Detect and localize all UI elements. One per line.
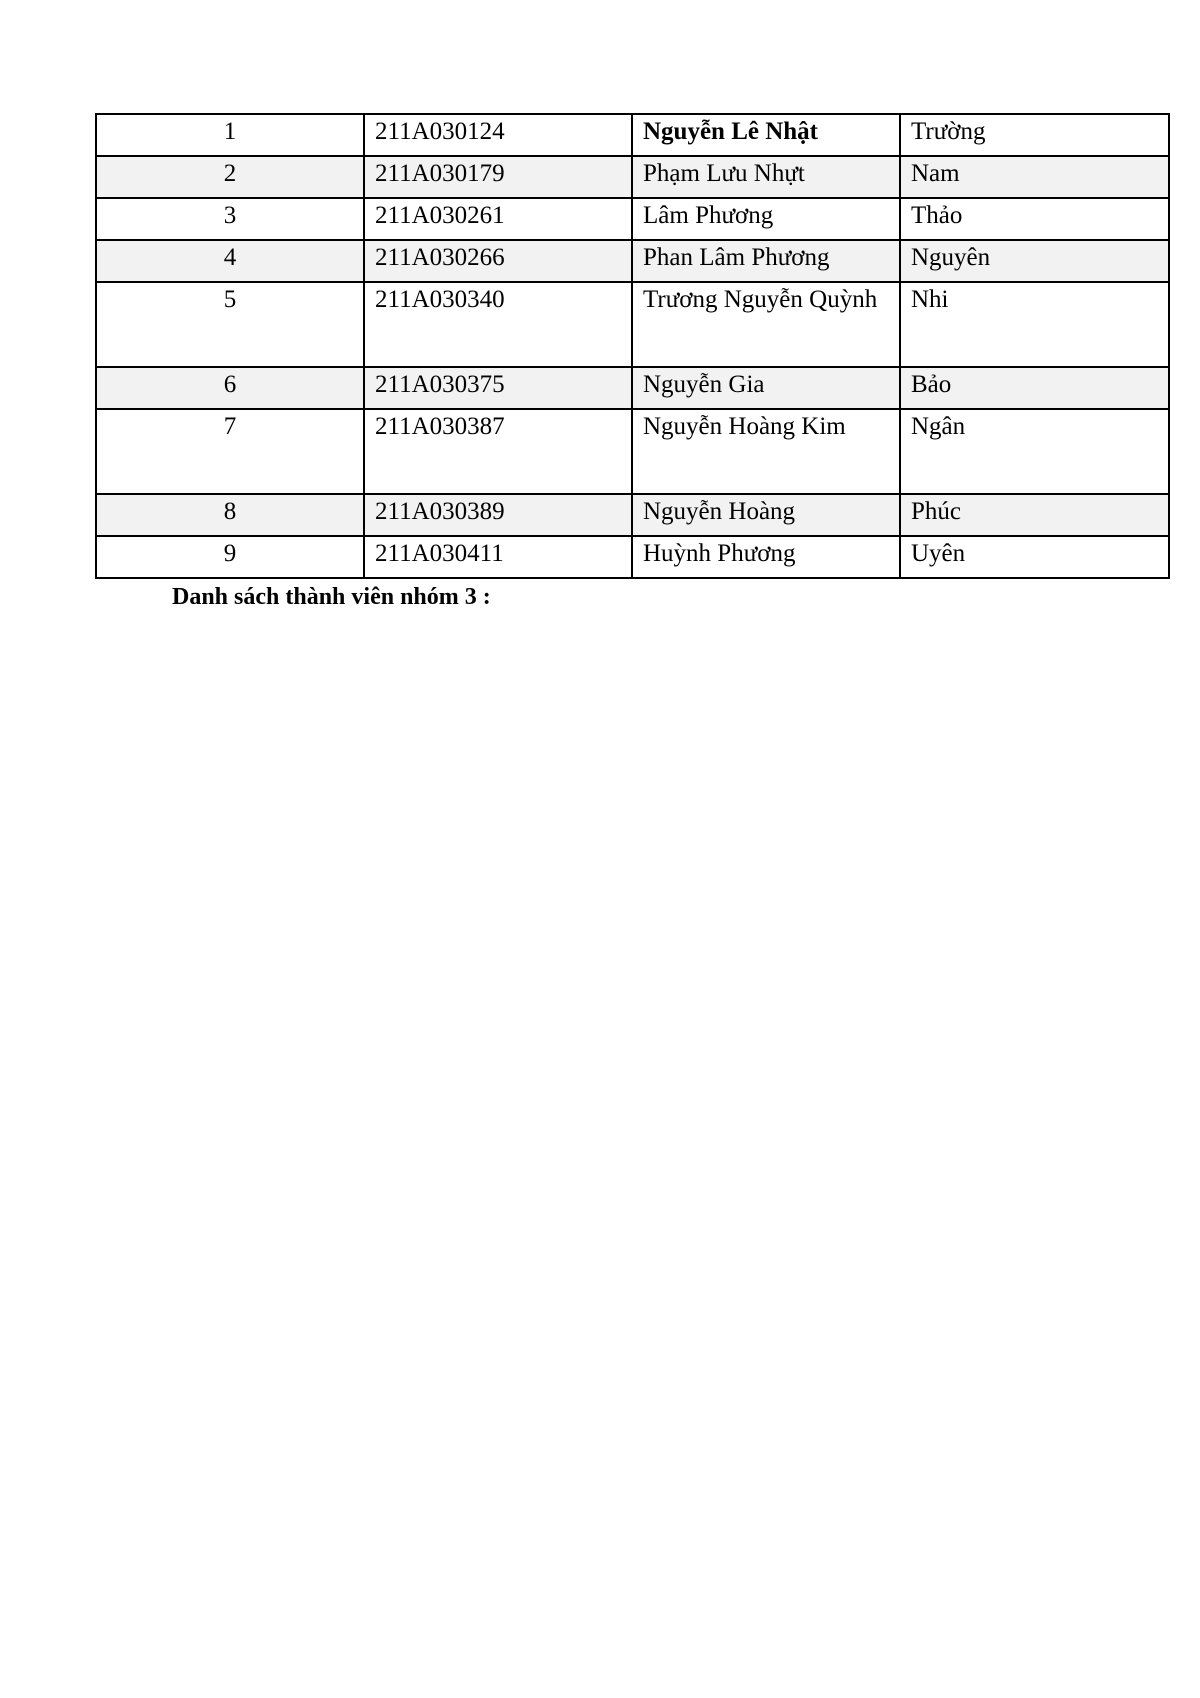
table-row [96, 367, 1169, 409]
last-name: Phạm Lưu Nhựt [632, 156, 900, 198]
student-id: 211A030266 [364, 240, 632, 282]
student-id: 211A030411 [364, 536, 632, 578]
first-name: Bảo [900, 367, 1169, 409]
row-number: 3 [96, 198, 364, 240]
row-number: 9 [96, 536, 364, 578]
last-name: Huỳnh Phương [632, 536, 900, 578]
first-name: Nguyên [900, 240, 1169, 282]
first-name: Nhi [900, 282, 1169, 367]
first-name: Trường [900, 114, 1169, 156]
first-name: Nam [900, 156, 1169, 198]
row-number: 5 [96, 282, 364, 367]
table-row [96, 198, 1169, 240]
table-row [96, 156, 1169, 198]
table-row [96, 536, 1169, 578]
row-number: 2 [96, 156, 364, 198]
student-id: 211A030261 [364, 198, 632, 240]
row-number: 1 [96, 114, 364, 156]
last-name: Nguyễn Gia [632, 367, 900, 409]
table-row [96, 282, 1169, 367]
first-name: Ngân [900, 409, 1169, 494]
student-id: 211A030340 [364, 282, 632, 367]
last-name: Nguyễn Lê Nhật [632, 114, 900, 156]
row-number: 7 [96, 409, 364, 494]
first-name: Phúc [900, 494, 1169, 536]
last-name: Nguyễn Hoàng [632, 494, 900, 536]
student-id: 211A030375 [364, 367, 632, 409]
first-name: Thảo [900, 198, 1169, 240]
table-row [96, 114, 1169, 156]
row-number: 8 [96, 494, 364, 536]
last-name: Nguyễn Hoàng Kim [632, 409, 900, 494]
first-name: Uyên [900, 536, 1169, 578]
table-caption: Danh sách thành viên nhóm 3 : [172, 584, 491, 610]
table-row [96, 494, 1169, 536]
student-id: 211A030387 [364, 409, 632, 494]
table-row [96, 240, 1169, 282]
student-id: 211A030389 [364, 494, 632, 536]
table-row [96, 409, 1169, 494]
last-name: Phan Lâm Phương [632, 240, 900, 282]
last-name: Trương Nguyễn Quỳnh [632, 282, 900, 367]
row-number: 6 [96, 367, 364, 409]
student-id: 211A030124 [364, 114, 632, 156]
last-name: Lâm Phương [632, 198, 900, 240]
student-id: 211A030179 [364, 156, 632, 198]
member-table [95, 113, 1170, 579]
row-number: 4 [96, 240, 364, 282]
